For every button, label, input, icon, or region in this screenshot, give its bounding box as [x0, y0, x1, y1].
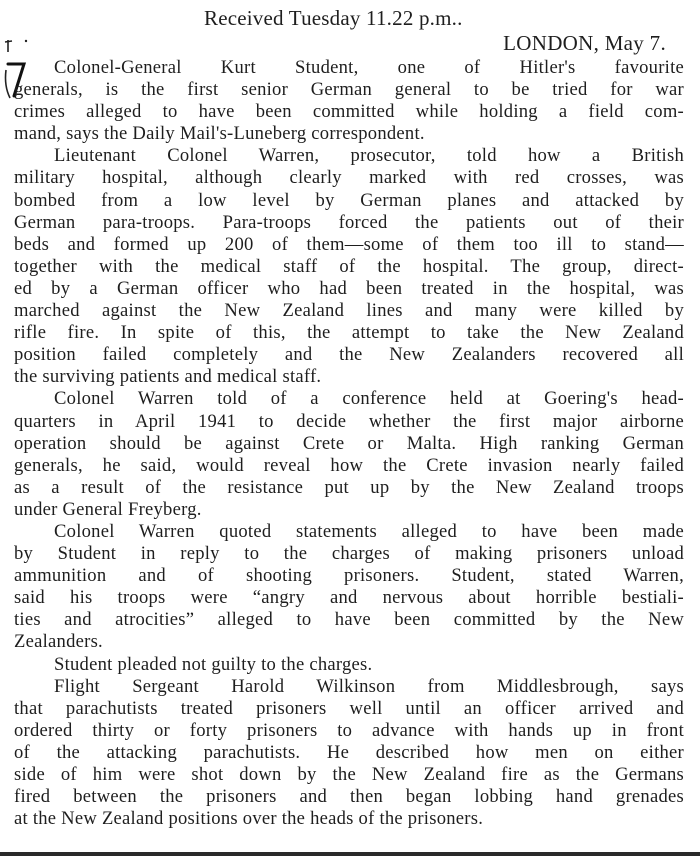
article-line: fired between the prisoners and then began lobbing hand grenades [14, 786, 684, 808]
article-line: military hospital, although clearly marked with red crosses, was [14, 167, 684, 189]
article-line: marched against the New Zealand lines and many were killed by [14, 300, 684, 322]
article-line: Colonel-General Kurt Student, one of Hitler's favourite [54, 57, 684, 78]
article-line: that parachutists treated prisoners well until an officer arrived and [14, 697, 684, 719]
article-line: as a result of the resistance put up by the New Zealand troops [14, 476, 684, 498]
bottom-rule [0, 852, 700, 856]
article-line: at the New Zealand positions over the heads of the prisoners. [14, 808, 484, 830]
article-line: side of him were shot down by the New Zealand fire as the Germans [14, 764, 684, 785]
article-line: ammunition and of shooting prisoners. Student, stated Warren, [14, 565, 684, 587]
article-line: crimes alleged to have been committed while holding a field com- [14, 101, 684, 123]
article-line: operation should be against Crete or Malta. High ranking German [14, 432, 684, 454]
article-line: bombed from a low level by German planes and attacked by [14, 189, 684, 211]
article-line: Zealanders. [14, 631, 103, 653]
article-line: generals, he said, would reveal how the Crete invasion nearly failed [14, 454, 684, 476]
article-line: generals, is the first senior German general to be tried for war [14, 79, 684, 101]
article-line: Student pleaded not guilty to the charges. [54, 653, 373, 675]
article-line: under General Freyberg. [14, 498, 202, 520]
received-line: Received Tuesday 11.22 p.m.. [204, 6, 463, 30]
article-body [14, 57, 684, 830]
article-line: Flight Sergeant Harold Wilkinson from Middlesbrough, says [54, 675, 684, 697]
article-line: beds and formed up 200 of them—some of them too ill to stand— [14, 233, 684, 255]
article-line: Colonel Warren told of a conference held at Goering's head- [54, 388, 684, 410]
article-line: German para-troops. Para-troops forced the patients out of their [14, 211, 684, 233]
dateline: LONDON, May 7. [503, 31, 666, 55]
article-line: ordered thirty or forty prisoners to advance with hands up in front [14, 719, 684, 741]
article-line: by Student in reply to the charges of making prisoners unload [14, 543, 684, 565]
article-line: of the attacking parachutists. He described how men on either [14, 741, 684, 763]
article-line: together with the medical staff of the hospital. The group, direct- [14, 255, 684, 277]
article-line: quarters in April 1941 to decide whether the first major airborne [14, 410, 684, 432]
article-line: position failed completely and the New Zealanders recovered all [14, 344, 684, 366]
article-line: Colonel Warren quoted statements alleged to have been made [54, 520, 684, 542]
article-line: the surviving patients and medical staff. [14, 366, 322, 388]
article-line: ed by a German officer who had been treated in the hospital, was [14, 277, 684, 299]
article-line: Lieutenant Colonel Warren, prosecutor, told how a British [54, 145, 684, 167]
article-line: mand, says the Daily Mail's-Luneberg correspondent. [14, 123, 425, 145]
article-line: rifle fire. In spite of this, the attempt to take the New Zealand [14, 322, 684, 344]
article-line: ties and atrocities” alleged to have been committed by the New [14, 609, 684, 631]
article-line: said his troops were “angry and nervous about horrible bestiali- [14, 587, 684, 609]
